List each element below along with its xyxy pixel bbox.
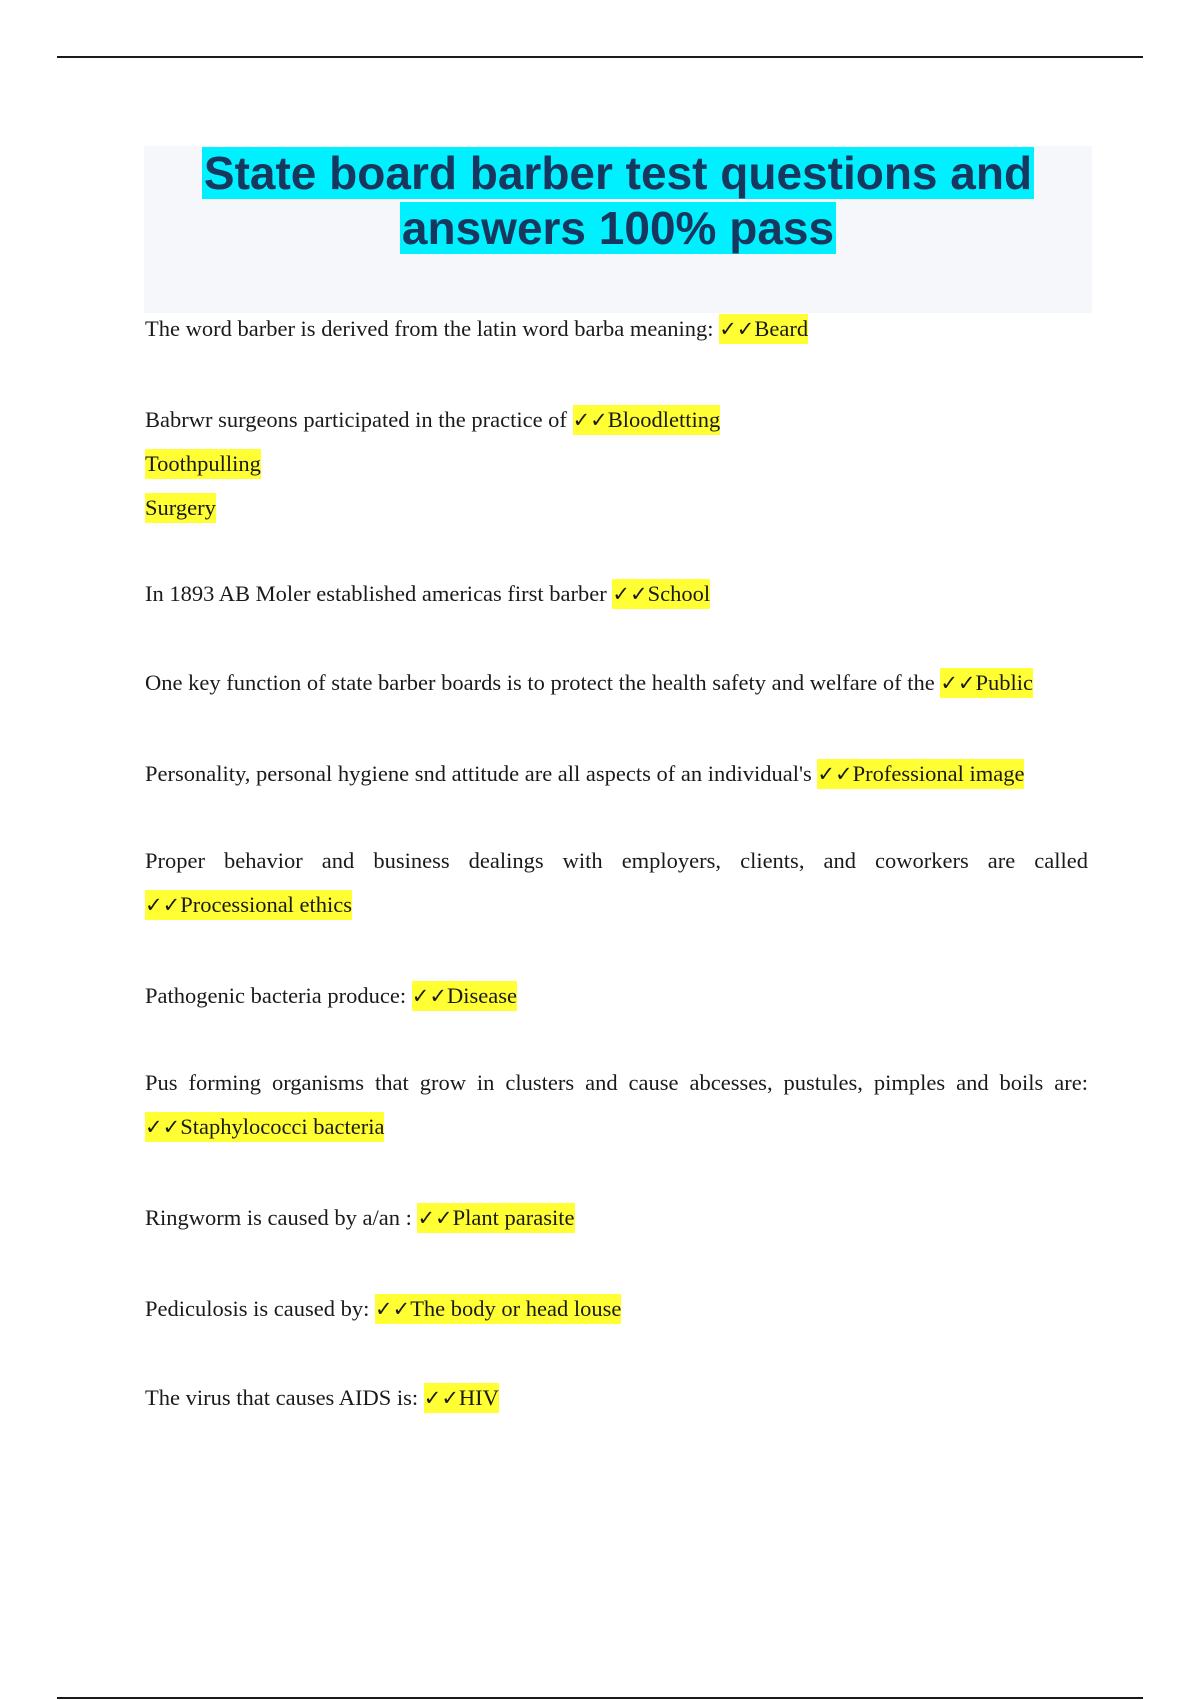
question-text: The virus that causes AIDS is: [145,1385,424,1410]
question-text: Pathogenic bacteria produce: [145,983,412,1008]
answer-text: Disease [446,983,517,1008]
answer-text: Plant parasite [452,1205,575,1230]
answer-highlight [940,668,1033,698]
answer-highlight [375,1294,621,1324]
qa-item-6 [145,839,1088,927]
answer-highlight [412,981,517,1011]
answer-text: HIV [458,1385,499,1410]
double-check-icon: ✓✓ [612,582,648,606]
qa-item-5 [145,752,1088,796]
qa-item-3 [145,572,1088,616]
double-check-icon: ✓✓ [145,893,181,917]
qa-item-8 [145,1061,1088,1149]
double-check-icon: ✓✓ [145,1115,181,1139]
footer-rule [57,1697,1143,1699]
answer-extra-2: Surgery [145,493,216,523]
double-check-icon: ✓✓ [417,1206,453,1230]
answer-highlight [145,1112,384,1142]
double-check-icon: ✓✓ [719,317,755,341]
qa-line [145,442,1088,486]
question-text: The word barber is derived from the latin word barba meaning: [145,316,720,341]
answer-extra-1: Toothpulling [145,449,261,479]
double-check-icon: ✓✓ [940,671,976,695]
double-check-icon: ✓✓ [423,1386,459,1410]
double-check-icon: ✓✓ [572,408,608,432]
qa-line [145,398,1088,442]
question-text: Pus forming organisms that grow in clusters and cause abcesses, pustules, pimples and boils are: [145,1070,1088,1095]
question-text: Pediculosis is caused by: [145,1296,375,1321]
qa-line [145,486,1088,530]
qa-item-10 [145,1287,1088,1331]
double-check-icon: ✓✓ [374,1297,411,1321]
title-line-2: answers 100% pass [401,202,835,254]
answer-text: Staphylococci bacteria [180,1114,385,1139]
question-text: Ringworm is caused by a/an : [145,1205,418,1230]
qa-item-9 [145,1196,1088,1240]
answer-text: Beard [754,316,809,341]
answer-highlight [145,890,352,920]
title-box [144,146,1092,313]
answer-highlight [424,1383,499,1413]
document-title [144,146,1092,256]
answer-text: Bloodletting [607,407,721,432]
answer-highlight [719,314,808,344]
header-rule [57,56,1143,58]
qa-item-11 [145,1376,1088,1420]
double-check-icon: ✓✓ [817,762,853,786]
answer-highlight [573,405,721,435]
question-text: In 1893 AB Moler established americas first barber [145,581,613,606]
qa-item-4 [145,661,1088,705]
answer-text: Processional ethics [180,892,353,917]
question-text: One key function of state barber boards is to protect the health safety and welfare of the [145,670,941,695]
answer-text: School [647,581,711,606]
answer-text: The body or head louse [410,1296,622,1321]
answer-highlight [417,1203,574,1233]
qa-item-7 [145,974,1088,1018]
question-text: Personality, personal hygiene snd attitude are all aspects of an individual's [145,761,818,786]
question-text: Babrwr surgeons participated in the practice of [145,407,573,432]
qa-item-1 [145,307,1088,351]
answer-highlight [817,759,1024,789]
answer-highlight [612,579,710,609]
double-check-icon: ✓✓ [411,984,447,1008]
title-line-1: State board barber test questions and [203,147,1033,199]
qa-item-2 [145,398,1088,530]
answer-text: Professional image [852,761,1025,786]
question-text: Proper behavior and business dealings with employers, clients, and coworkers are called [145,848,1088,873]
answer-text: Public [975,670,1034,695]
